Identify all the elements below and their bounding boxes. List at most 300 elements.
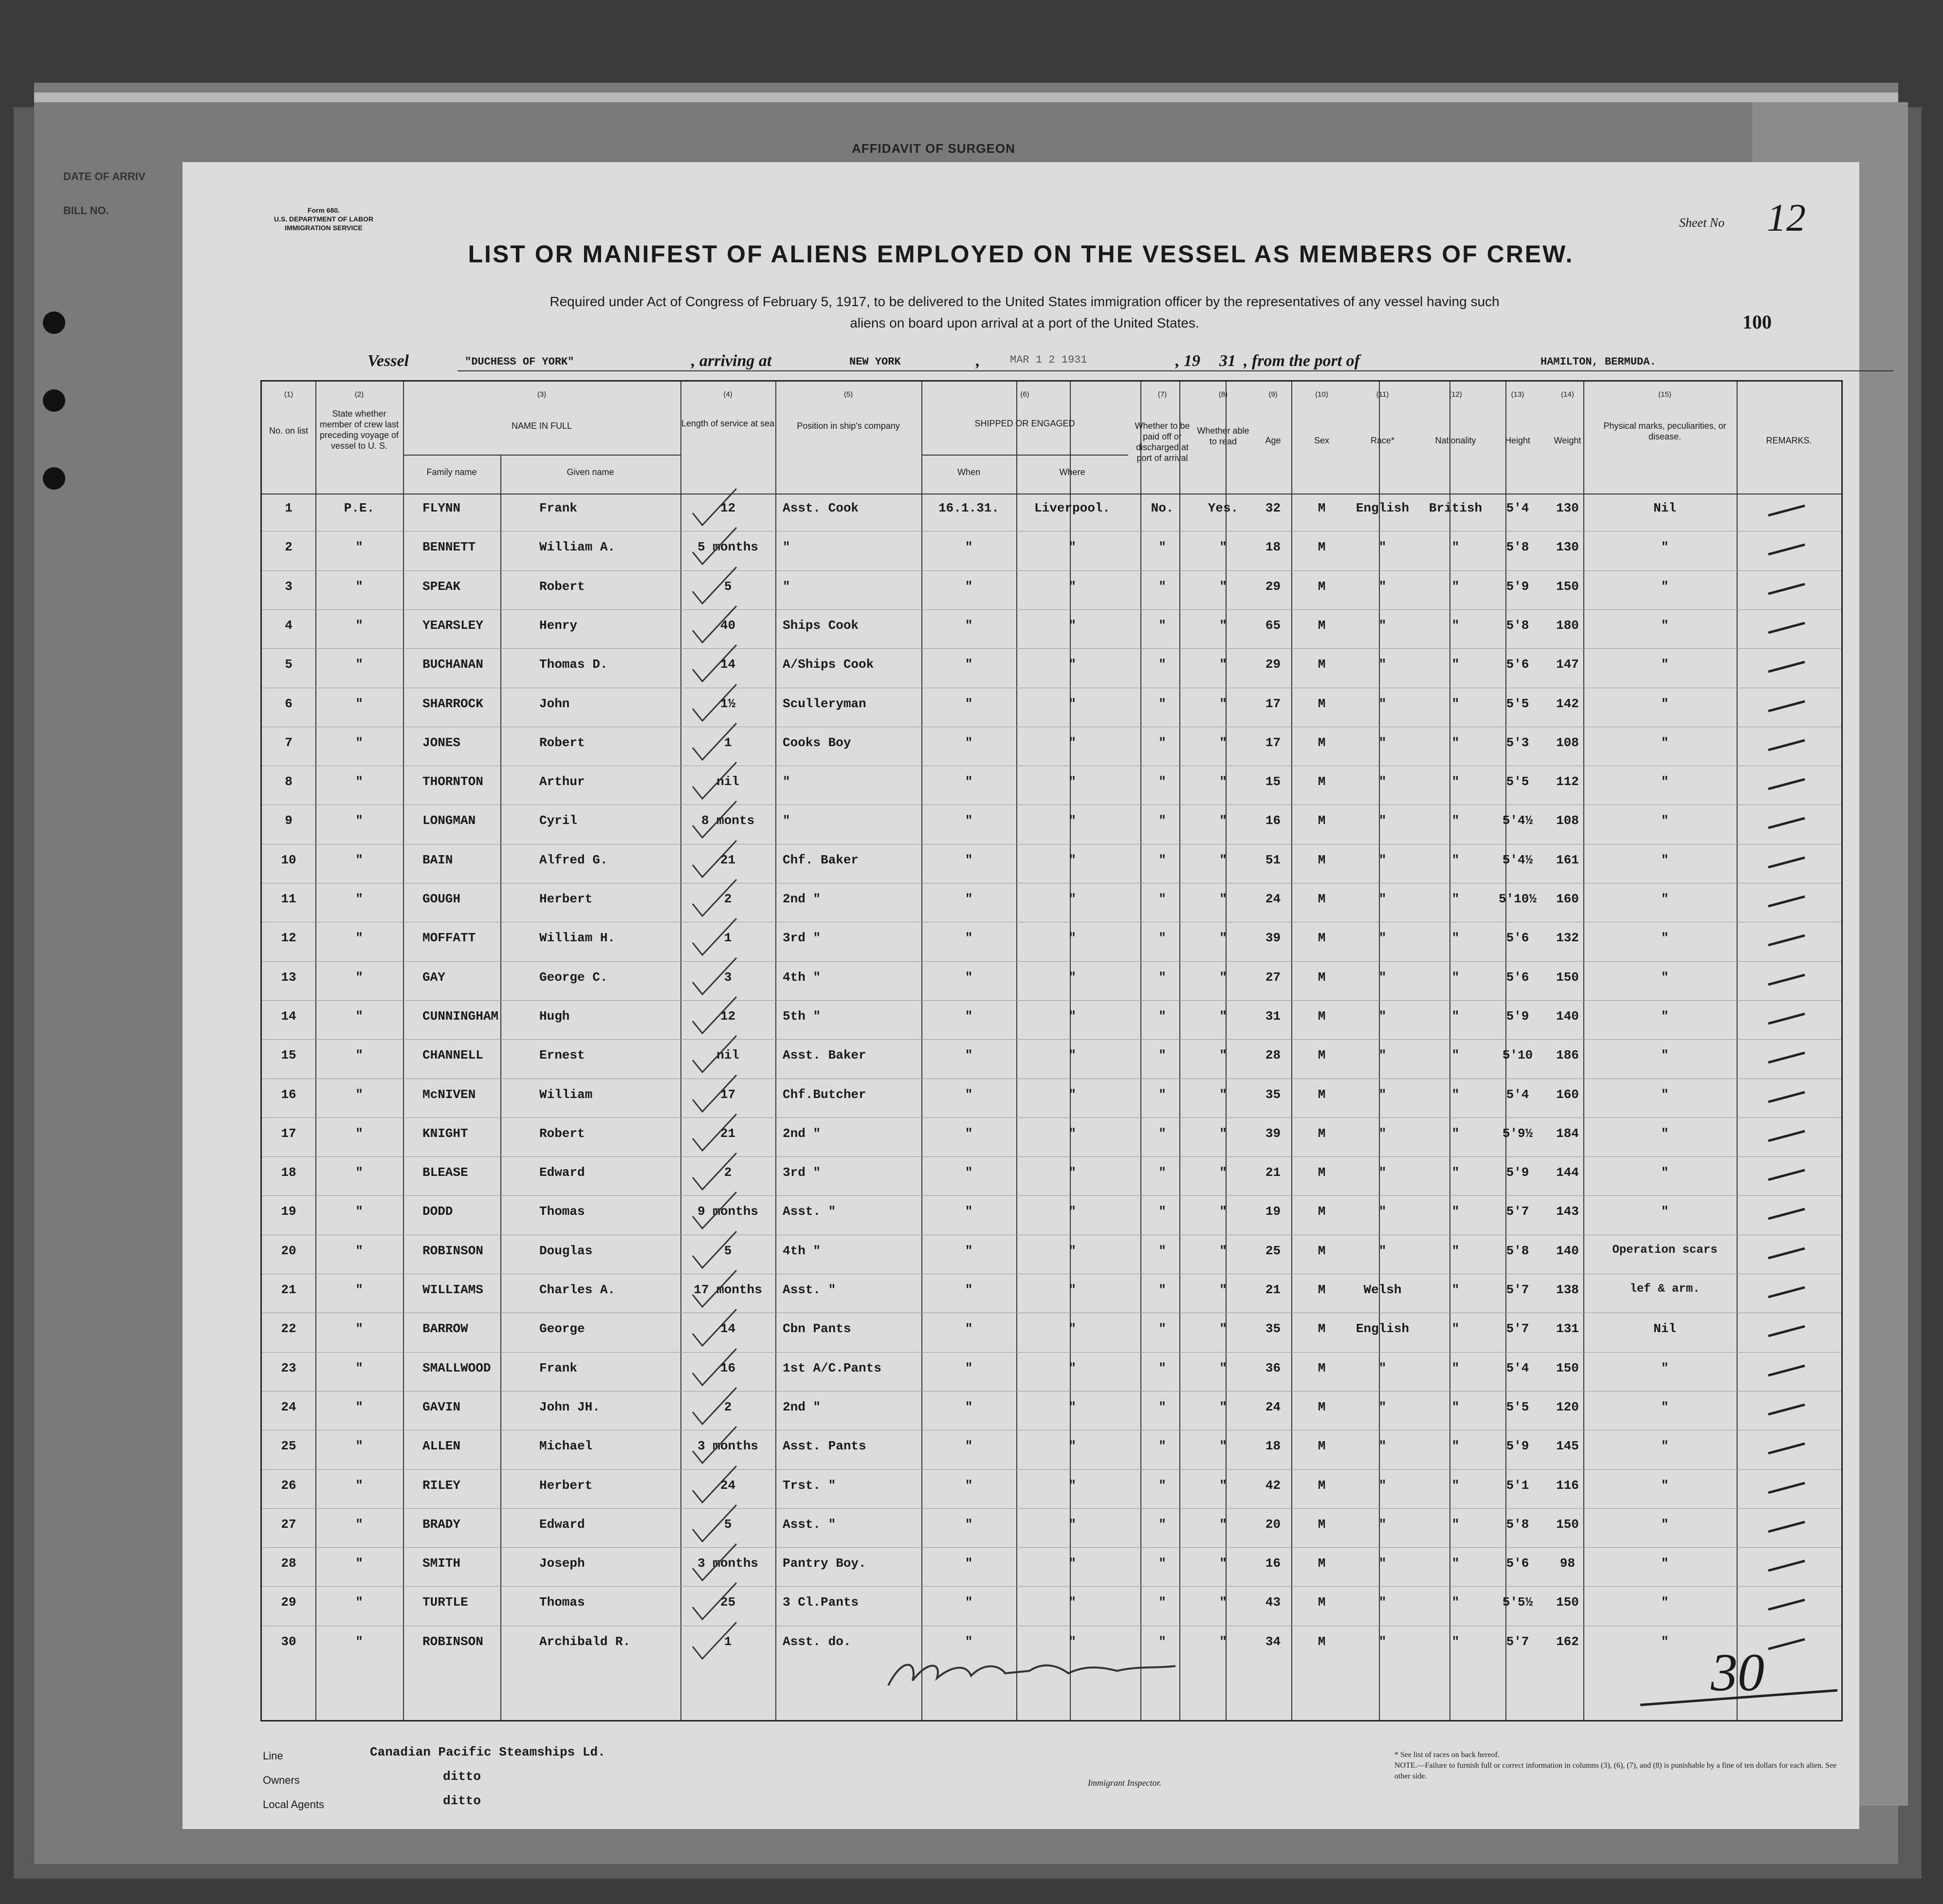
cell-phys: " (1661, 813, 1669, 828)
cell-weight: 180 (1556, 618, 1579, 633)
cell-when: " (965, 579, 973, 594)
column-number: (10) (1315, 390, 1328, 399)
header-remarks: REMARKS. (1766, 436, 1812, 445)
cell-age: 28 (1265, 1048, 1281, 1063)
cell-height: 5'5 (1506, 1399, 1529, 1414)
cell-prev: " (355, 813, 363, 828)
cell-prev: " (355, 1321, 363, 1336)
cell-family: FLYNN (422, 501, 461, 515)
cell-no: 28 (281, 1556, 296, 1571)
cell-when: " (965, 618, 973, 633)
cell-nat: " (1451, 579, 1460, 594)
cell-weight: 147 (1556, 657, 1579, 672)
cell-read: Yes. (1208, 501, 1239, 515)
cell-family: BAIN (422, 852, 453, 867)
cell-race: " (1378, 1243, 1387, 1258)
cell-weight: 130 (1556, 501, 1579, 515)
cell-length: 14 (720, 657, 736, 672)
cell-phys: " (1661, 618, 1669, 633)
cell-read: " (1219, 1556, 1227, 1571)
cell-phys: Nil (1653, 501, 1676, 515)
cell-sex: M (1318, 1204, 1326, 1219)
cell-length: 1½ (720, 696, 736, 711)
cell-nat: " (1451, 813, 1460, 828)
cell-prev: " (355, 1595, 363, 1610)
cell-read: " (1219, 1087, 1227, 1102)
cell-where: " (1068, 1087, 1076, 1102)
cell-paid: " (1158, 540, 1166, 555)
cell-height: 5'3 (1506, 735, 1529, 750)
cell-no: 6 (285, 696, 293, 711)
from-port: HAMILTON, BERMUDA. (1540, 356, 1656, 368)
cell-family: CUNNINGHAM (422, 1008, 499, 1024)
cell-no: 16 (281, 1087, 296, 1102)
cell-given: Edward (539, 1517, 585, 1532)
cell-position: " (783, 540, 790, 555)
cell-race: " (1378, 579, 1387, 594)
cell-no: 18 (281, 1165, 296, 1180)
cell-where: " (1068, 1008, 1076, 1024)
cell-when: " (965, 1087, 973, 1102)
cell-sex: M (1318, 1008, 1326, 1024)
cell-read: " (1219, 1439, 1227, 1454)
line-label: Line (263, 1750, 283, 1762)
remark-tick-icon (1763, 1466, 1812, 1510)
cell-where: " (1068, 813, 1076, 828)
cell-sex: M (1318, 501, 1326, 515)
cell-race: " (1378, 696, 1387, 711)
cell-weight: 108 (1556, 735, 1579, 750)
remark-tick-icon (1763, 879, 1812, 923)
cell-nat: " (1451, 1399, 1460, 1414)
cell-no: 11 (281, 892, 296, 906)
remark-tick-icon (1763, 1192, 1812, 1236)
column-number: (1) (284, 390, 293, 399)
remark-tick-icon (1763, 1231, 1812, 1275)
department-name: U.S. DEPARTMENT OF LABOR (274, 215, 374, 223)
cell-family: SMITH (422, 1556, 461, 1571)
cell-height: 5'9 (1506, 1439, 1529, 1454)
vessel-label: Vessel (367, 352, 409, 370)
cell-weight: 108 (1556, 813, 1579, 828)
owners-value: ditto (443, 1769, 481, 1784)
remark-tick-icon (1763, 489, 1812, 532)
cell-phys: " (1661, 1126, 1669, 1141)
inspector-label: Immigrant Inspector. (1088, 1778, 1161, 1788)
cell-family: KNIGHT (422, 1126, 468, 1141)
remark-tick-icon (1763, 1583, 1812, 1627)
cell-phys: " (1661, 1595, 1669, 1610)
cell-height: 5'9 (1506, 1165, 1529, 1180)
cell-where: " (1068, 892, 1076, 906)
agents-value: ditto (443, 1794, 481, 1808)
cell-race: " (1378, 892, 1387, 906)
cell-when: " (965, 1048, 973, 1063)
shipped-subheader-border (921, 455, 1128, 456)
cell-given: Frank (539, 1360, 578, 1375)
cell-given: Edward (539, 1165, 585, 1180)
column-number: (11) (1376, 390, 1389, 399)
cell-when: " (965, 1204, 973, 1219)
cell-where: " (1068, 1165, 1076, 1180)
row-divider (262, 961, 1841, 962)
cell-when: " (965, 774, 973, 789)
cell-read: " (1219, 696, 1227, 711)
cell-prev: " (355, 618, 363, 633)
cell-weight: 138 (1556, 1282, 1579, 1297)
cell-where: " (1068, 1126, 1076, 1141)
cell-race: " (1378, 1126, 1387, 1141)
check-mark-icon (690, 1033, 739, 1077)
cell-race: " (1378, 1399, 1387, 1414)
cell-position: Cbn Pants (783, 1321, 851, 1336)
cell-age: 39 (1265, 1126, 1281, 1141)
cell-race: " (1378, 970, 1387, 985)
cell-age: 42 (1265, 1478, 1281, 1493)
cell-prev: " (355, 852, 363, 867)
cell-read: " (1219, 1634, 1227, 1649)
cell-race: " (1378, 931, 1387, 946)
cell-when: " (965, 540, 973, 555)
cell-nat: " (1451, 1595, 1460, 1610)
cell-paid: " (1158, 657, 1166, 672)
cell-sex: M (1318, 735, 1326, 750)
cell-nat: " (1451, 1517, 1460, 1532)
cell-where: Liverpool. (1034, 501, 1111, 515)
header-name-in-full: NAME IN FULL (511, 421, 572, 431)
cell-position: 1st A/C.Pants (783, 1360, 881, 1375)
cell-when: 16.1.31. (938, 501, 999, 515)
cell-read: " (1219, 1321, 1227, 1336)
cell-position: Trst. " (783, 1478, 836, 1493)
cell-no: 2 (285, 540, 293, 555)
cell-where: " (1068, 1439, 1076, 1454)
cell-nat: " (1451, 1165, 1460, 1180)
cell-when: " (965, 735, 973, 750)
cell-height: 5'1 (1506, 1478, 1529, 1493)
cell-read: " (1219, 774, 1227, 789)
cell-where: " (1068, 735, 1076, 750)
cell-race: " (1378, 813, 1387, 828)
cell-where: " (1068, 696, 1076, 711)
cell-family: GAVIN (422, 1399, 461, 1414)
cell-where: " (1068, 579, 1076, 594)
cell-height: 5'5 (1506, 696, 1529, 711)
cell-no: 5 (285, 657, 293, 672)
cell-family: SPEAK (422, 579, 461, 594)
sheet-number-label: Sheet No (1679, 216, 1725, 230)
cell-when: " (965, 1556, 973, 1571)
cell-paid: " (1158, 735, 1166, 750)
cell-weight: 140 (1556, 1243, 1579, 1258)
cell-no: 8 (285, 774, 293, 789)
cell-phys: " (1661, 579, 1669, 594)
cell-given: Thomas (539, 1204, 585, 1219)
cell-nat: " (1451, 852, 1460, 867)
cell-weight: 150 (1556, 1517, 1579, 1532)
check-mark-icon (690, 486, 739, 530)
cell-phys: " (1661, 1399, 1669, 1414)
cell-age: 32 (1265, 501, 1281, 515)
cell-given: Henry (539, 618, 578, 633)
cell-paid: " (1158, 1048, 1166, 1063)
column-number: (6) (1020, 390, 1029, 399)
cell-prev: " (355, 696, 363, 711)
cell-read: " (1219, 540, 1227, 555)
total-underline (1638, 1685, 1842, 1710)
vessel-underline (458, 370, 1893, 371)
header-family-name: Family name (426, 467, 477, 477)
cell-weight: 184 (1556, 1126, 1579, 1141)
cell-given: Archibald R. (539, 1634, 631, 1649)
cell-when: " (965, 813, 973, 828)
underlying-label-date: DATE OF ARRIV (63, 170, 146, 183)
cell-family: TURTLE (422, 1595, 468, 1610)
cell-given: Cyril (539, 813, 578, 828)
page-subtitle (348, 291, 1701, 334)
cell-height: 5'7 (1506, 1282, 1529, 1297)
header-no-on-list: No. on list (269, 426, 309, 436)
check-mark-icon (690, 799, 739, 842)
cell-position: Ships Cook (783, 618, 859, 633)
cell-position: Pantry Boy. (783, 1556, 866, 1571)
cell-family: BARROW (422, 1321, 468, 1336)
cell-height: 5'6 (1506, 931, 1529, 946)
check-mark-icon (690, 525, 739, 569)
cell-age: 18 (1265, 1439, 1281, 1454)
cell-weight: 132 (1556, 931, 1579, 946)
header-height: Height (1504, 436, 1531, 445)
cell-given: Frank (539, 501, 578, 515)
cell-given: Michael (539, 1439, 593, 1454)
cell-nat: " (1451, 1634, 1460, 1649)
column-number: (7) (1157, 390, 1167, 399)
cell-family: LONGMAN (422, 813, 476, 828)
cell-height: 5'6 (1506, 970, 1529, 985)
cell-read: " (1219, 1008, 1227, 1024)
cell-nat: " (1451, 774, 1460, 789)
cell-given: Douglas (539, 1243, 593, 1258)
row-divider (262, 1039, 1841, 1040)
remark-tick-icon (1763, 1270, 1812, 1314)
header-given-name: Given name (567, 467, 614, 477)
cell-no: 9 (285, 813, 293, 828)
cell-paid: No. (1151, 501, 1174, 515)
cell-paid: " (1158, 579, 1166, 594)
underlying-affidavit-title: AFFIDAVIT OF SURGEON (852, 141, 1015, 156)
cell-when: " (965, 1321, 973, 1336)
column-number: (8) (1218, 390, 1228, 399)
check-mark-icon (690, 1229, 739, 1273)
underlying-label-bill: BILL NO. (63, 204, 109, 217)
remark-tick-icon (1763, 528, 1812, 571)
cell-race: English (1356, 1321, 1410, 1336)
cell-race: " (1378, 774, 1387, 789)
remark-tick-icon (1763, 801, 1812, 845)
cell-given: Alfred G. (539, 852, 608, 867)
cell-nat: " (1451, 931, 1460, 946)
cell-no: 14 (281, 1008, 296, 1024)
check-mark-icon (690, 1346, 739, 1390)
cell-length: 5 (724, 579, 732, 594)
cell-when: " (965, 1243, 973, 1258)
footer-note (1394, 1750, 1842, 1782)
cell-height: 5'4 (1506, 1087, 1529, 1102)
cell-prev: " (355, 1478, 363, 1493)
cell-no: 30 (281, 1634, 296, 1649)
check-mark-icon (690, 994, 739, 1038)
cell-phys: " (1661, 735, 1669, 750)
cell-age: 51 (1265, 852, 1281, 867)
row-divider (262, 1352, 1841, 1353)
remark-tick-icon (1763, 1622, 1812, 1666)
cell-weight: 160 (1556, 1087, 1579, 1102)
cell-weight: 140 (1556, 1008, 1579, 1024)
cell-nat: " (1451, 1087, 1460, 1102)
cell-family: THORNTON (422, 774, 483, 789)
check-mark-icon (690, 1112, 739, 1155)
cell-given: William A. (539, 540, 616, 555)
cell-no: 4 (285, 618, 293, 633)
penalty-note: NOTE.—Failure to furnish full or correct information in columns (3), (6), (7), and (8) is punishable by a fine of ten dollars for each alien. See other side. (1394, 1761, 1837, 1780)
cell-position: 3rd " (783, 931, 821, 946)
cell-paid: " (1158, 1008, 1166, 1024)
cell-no: 25 (281, 1439, 296, 1454)
agents-label: Local Agents (263, 1798, 324, 1811)
cell-position: " (783, 813, 790, 828)
cell-height: 5'7 (1506, 1634, 1529, 1649)
cell-when: " (965, 1517, 973, 1532)
cell-family: DODD (422, 1204, 453, 1219)
cell-phys: " (1661, 657, 1669, 672)
arriving-port: NEW YORK (849, 356, 901, 368)
cell-no: 23 (281, 1360, 296, 1375)
cell-family: BLEASE (422, 1165, 468, 1180)
cell-height: 5'6 (1506, 657, 1529, 672)
cell-weight: 186 (1556, 1048, 1579, 1063)
cell-race: " (1378, 1517, 1387, 1532)
cell-weight: 144 (1556, 1165, 1579, 1180)
cell-race: " (1378, 1087, 1387, 1102)
check-mark-icon (690, 1385, 739, 1429)
vessel-name: "DUCHESS OF YORK" (465, 356, 574, 368)
cell-where: " (1068, 1556, 1076, 1571)
cell-age: 17 (1265, 696, 1281, 711)
cell-phys: Nil (1653, 1321, 1676, 1336)
binder-hole (43, 389, 65, 412)
cell-sex: M (1318, 540, 1326, 555)
cell-read: " (1219, 735, 1227, 750)
row-divider (262, 1586, 1841, 1587)
cell-length: nil (716, 774, 739, 789)
column-divider (775, 382, 776, 1720)
cell-paid: " (1158, 1399, 1166, 1414)
cell-age: 24 (1265, 1399, 1281, 1414)
cell-no: 24 (281, 1399, 296, 1414)
cell-weight: 160 (1556, 892, 1579, 906)
cell-sex: M (1318, 1556, 1326, 1571)
remark-tick-icon (1763, 684, 1812, 728)
cell-age: 31 (1265, 1008, 1281, 1024)
cell-given: Robert (539, 579, 585, 594)
cell-length: 2 (724, 1165, 732, 1180)
cell-weight: 150 (1556, 1360, 1579, 1375)
cell-height: 5'4 (1506, 501, 1529, 515)
cell-position: Asst. " (783, 1517, 836, 1532)
cell-height: 5'4 (1506, 1360, 1529, 1375)
cell-sex: M (1318, 1439, 1326, 1454)
cell-no: 29 (281, 1595, 296, 1610)
cell-where: " (1068, 1048, 1076, 1063)
cell-nat: " (1451, 1126, 1460, 1141)
cell-height: 5'7 (1506, 1204, 1529, 1219)
cell-when: " (965, 1165, 973, 1180)
cell-paid: " (1158, 1360, 1166, 1375)
cell-height: 5'4½ (1502, 813, 1533, 828)
remark-tick-icon (1763, 997, 1812, 1041)
cell-weight: 150 (1556, 1595, 1579, 1610)
check-mark-icon (690, 1190, 739, 1233)
cell-no: 12 (281, 931, 296, 946)
cell-read: " (1219, 1517, 1227, 1532)
cell-paid: " (1158, 1595, 1166, 1610)
cell-family: ROBINSON (422, 1634, 483, 1649)
cell-read: " (1219, 852, 1227, 867)
cell-where: " (1068, 852, 1076, 867)
row-divider (262, 1117, 1841, 1118)
check-mark-icon (690, 1620, 739, 1664)
cell-prev: " (355, 1126, 363, 1141)
cell-sex: M (1318, 1243, 1326, 1258)
cell-position: Asst. " (783, 1204, 836, 1219)
cell-paid: " (1158, 774, 1166, 789)
cell-position: " (783, 579, 790, 594)
cell-where: " (1068, 1282, 1076, 1297)
cell-age: 35 (1265, 1321, 1281, 1336)
cell-weight: 98 (1559, 1556, 1576, 1571)
cell-read: " (1219, 931, 1227, 946)
cell-read: " (1219, 813, 1227, 828)
cell-phys: Operation scars (1612, 1243, 1718, 1257)
cell-race: " (1378, 1048, 1387, 1063)
cell-given: Herbert (539, 1478, 593, 1493)
check-mark-icon (690, 955, 739, 999)
races-note: * See list of races on back hereof. (1394, 1751, 1500, 1759)
cell-nat: " (1451, 735, 1460, 750)
cell-age: 35 (1265, 1087, 1281, 1102)
cell-prev: " (355, 735, 363, 750)
remark-tick-icon (1763, 1309, 1812, 1353)
cell-when: " (965, 1008, 973, 1024)
cell-nat: " (1451, 1321, 1460, 1336)
cell-given: John (539, 696, 570, 711)
cell-read: " (1219, 1165, 1227, 1180)
cell-position: Asst. " (783, 1282, 836, 1297)
comma-separator: , (976, 352, 980, 370)
cell-race: " (1378, 735, 1387, 750)
cell-paid: " (1158, 1282, 1166, 1297)
cell-where: " (1068, 1517, 1076, 1532)
cell-when: " (965, 1595, 973, 1610)
cell-prev: P.E. (344, 501, 375, 515)
remark-tick-icon (1763, 723, 1812, 767)
check-mark-icon (690, 760, 739, 804)
cell-no: 1 (285, 501, 293, 515)
cell-weight: 150 (1556, 970, 1579, 985)
name-subheader-border (403, 455, 680, 456)
cell-where: " (1068, 1399, 1076, 1414)
cell-when: " (965, 1126, 973, 1141)
